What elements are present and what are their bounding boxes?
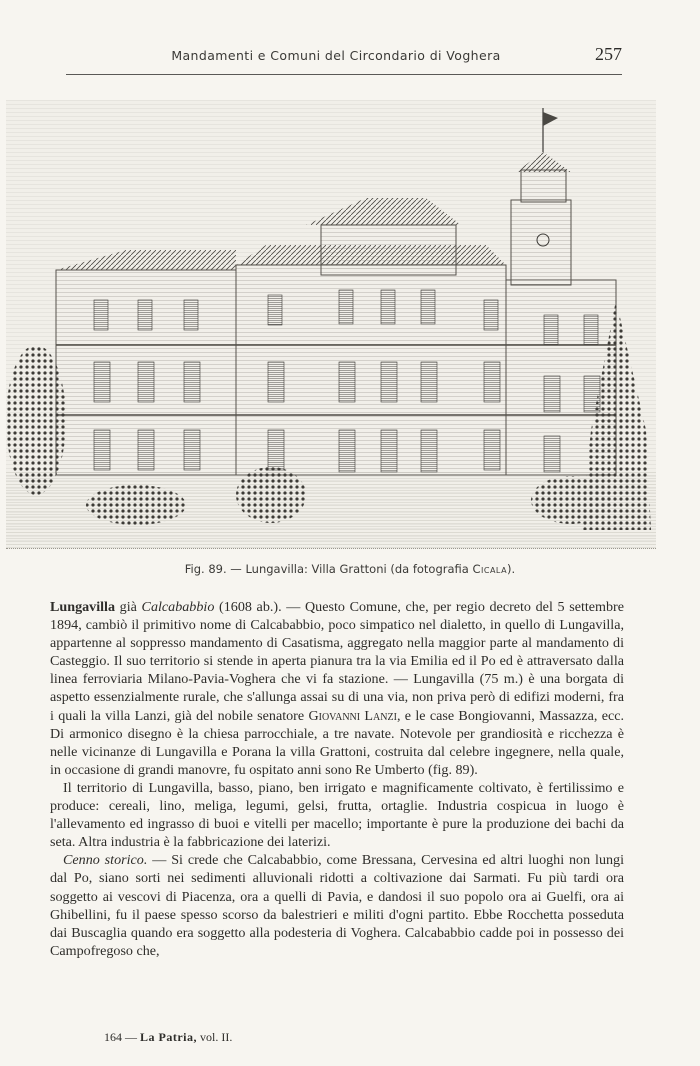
section-heading: Cenno storico. [63, 852, 148, 869]
volume-label: vol. II. [200, 1030, 233, 1044]
villa-engraving-icon [6, 100, 656, 548]
signature-mark: 164 — [104, 1030, 137, 1044]
publication-title: La Patria, [140, 1030, 197, 1044]
paragraph-2: Il territorio di Lungavilla, basso, piano, ben irrigato e magnificamente coltivato, è fertilissimo e produce: cereali, lino, meliga, legumi, gelsi, frutta, ortaglie. Industria cospicua in luogo è l'allevamento ed ingrasso di buoi e vitelli per macello; importante è pure la produzione dei bachi da seta. Altra industria è la fabbricazione dei laterizi. [50, 779, 624, 851]
person-name: Giovanni Lanzi [308, 707, 397, 724]
old-name: Calcababbio [141, 599, 215, 615]
engraving-figure [6, 100, 656, 549]
caption-label: Fig. 89. — Lungavilla: Villa Grattoni (da fotografia [184, 562, 473, 576]
figure-caption [0, 562, 700, 576]
header-rule [66, 74, 622, 75]
paragraph-3-text: — Si crede che Calcababbio, come Bressana, Cervesina ed altri luoghi non lungi dal Po, siano sorti nei sedimenti alluvionali ridotti a coltivazione dai Sarmati. Fu più tardi ora soggetto ai vescovi di Piacenza, ora a quelli di Pavia, e dandosi il suo popolo ora ai Guelfi, ora ai Ghibellini, fu il paese spesso scorso da balestrieri e militi d'ogni partito. Ebbe Rocchetta posseduta dai Buscaglia quando era soggetto alla podesteria di Voghera. Calcababbio cadde poi in possesso dei Campofregoso che, [50, 852, 625, 959]
paragraph-1-mid: già [115, 599, 142, 615]
caption-end: ). [507, 562, 516, 576]
paragraph-1-text: (1608 ab.). — Questo Comune, che, per regio decreto del 5 settembre 1894, cambiò il primitivo nome di Calcababbio, poco simpatico nel dialetto, in quello di Lungavilla, appartenne al soppresso mandamento di Casatisma, aggregato nella maggior parte al mandamento di Casteggio. Il suo territorio si stende in aperta pianura tra la via Emilia ed il Po ed è attraversato dalla linea ferroviaria Milano-Pavia-Voghera che vi fa stazione. — Lungavilla (75 m.) è una borgata di aspetto essenzialmente rurale, che s'allunga assai su di una via, non priva però di edifizi moderni, fra i quali la villa Lanzi, già del nobile senatore [50, 599, 624, 724]
article-body [50, 598, 624, 960]
entry-heading: Lungavilla [50, 599, 116, 615]
page-number: 257 [595, 44, 622, 64]
page-footer [104, 1030, 232, 1045]
paragraph-3 [50, 851, 624, 960]
paragraph-1-text2: , e le case Bongiovanni, Massazza, ecc. Di armonico disegno è la chiesa parrocchiale, a tre navate. Notevole per grandiosità e ricchezza è nelle vicinanze di Lungavilla e Porana la villa Grattoni, costruita dal celebre ingegnere, nella quale, in occasione di grandi manovre, fu ospitato anni sono Re Umberto (fig. 89). [50, 707, 625, 778]
caption-credit: Cicala [472, 562, 508, 576]
running-title: Mandamenti e Comuni del Circondario di Voghera [171, 48, 501, 63]
running-header [66, 44, 622, 72]
paragraph-1 [50, 598, 624, 779]
